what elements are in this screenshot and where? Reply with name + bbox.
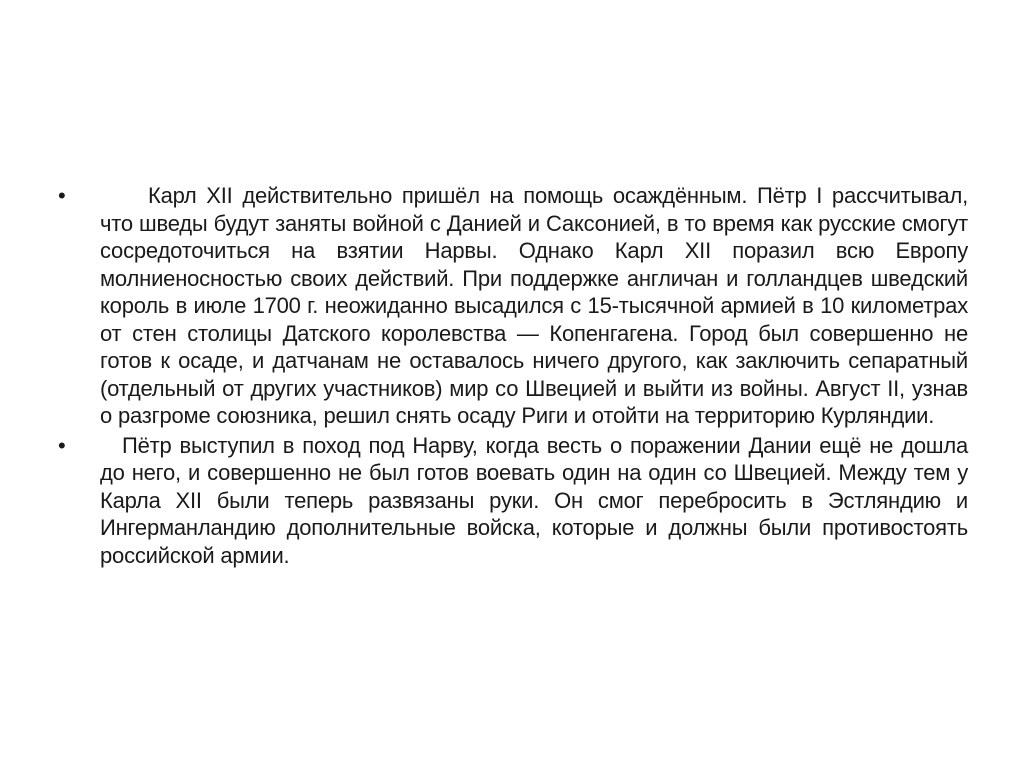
bullet-item-2 (58, 432, 968, 570)
bullet-list (58, 182, 968, 571)
bullet-item-1 (58, 182, 968, 430)
paragraph-text-1: Карл XII действительно пришёл на помощь осаждённым. Пётр I рассчитывал, что шведы будут заняты войной с Данией и Саксонией, в то время как русские смогут сосредоточиться на взятии Нарвы. Однако Карл XII поразил всю Европу молниеносностью своих действий. При поддержке англичан и голландцев шведский король в июле 1700 г. неожиданно высадился с 15-тысячной армией в 10 километрах от стен столицы Датского королевства — Копенгагена. Город был совершенно не готов к осаде, и датчанам не оставалось ничего другого, как заключить сепаратный (отдельный от других участников) мир со Швецией и выйти из войны. Август II, узнав о разгроме союзника, решил снять осаду Риги и отойти на территорию Курляндии. (100, 183, 968, 428)
bullet-dot-icon: • (58, 432, 66, 458)
paragraph-text-2: Пётр выступил в поход под Нарву, когда весть о поражении Дании ещё не дошла до него, и совершенно не был готов воевать один на один со Швецией. Между тем у Карла XII были теперь развязаны руки. Он смог перебросить в Эстляндию и Ингерманландию дополнительные войска, которые и должны были противостоять российской армии. (100, 432, 968, 568)
bullet-dot-icon: • (58, 183, 66, 208)
